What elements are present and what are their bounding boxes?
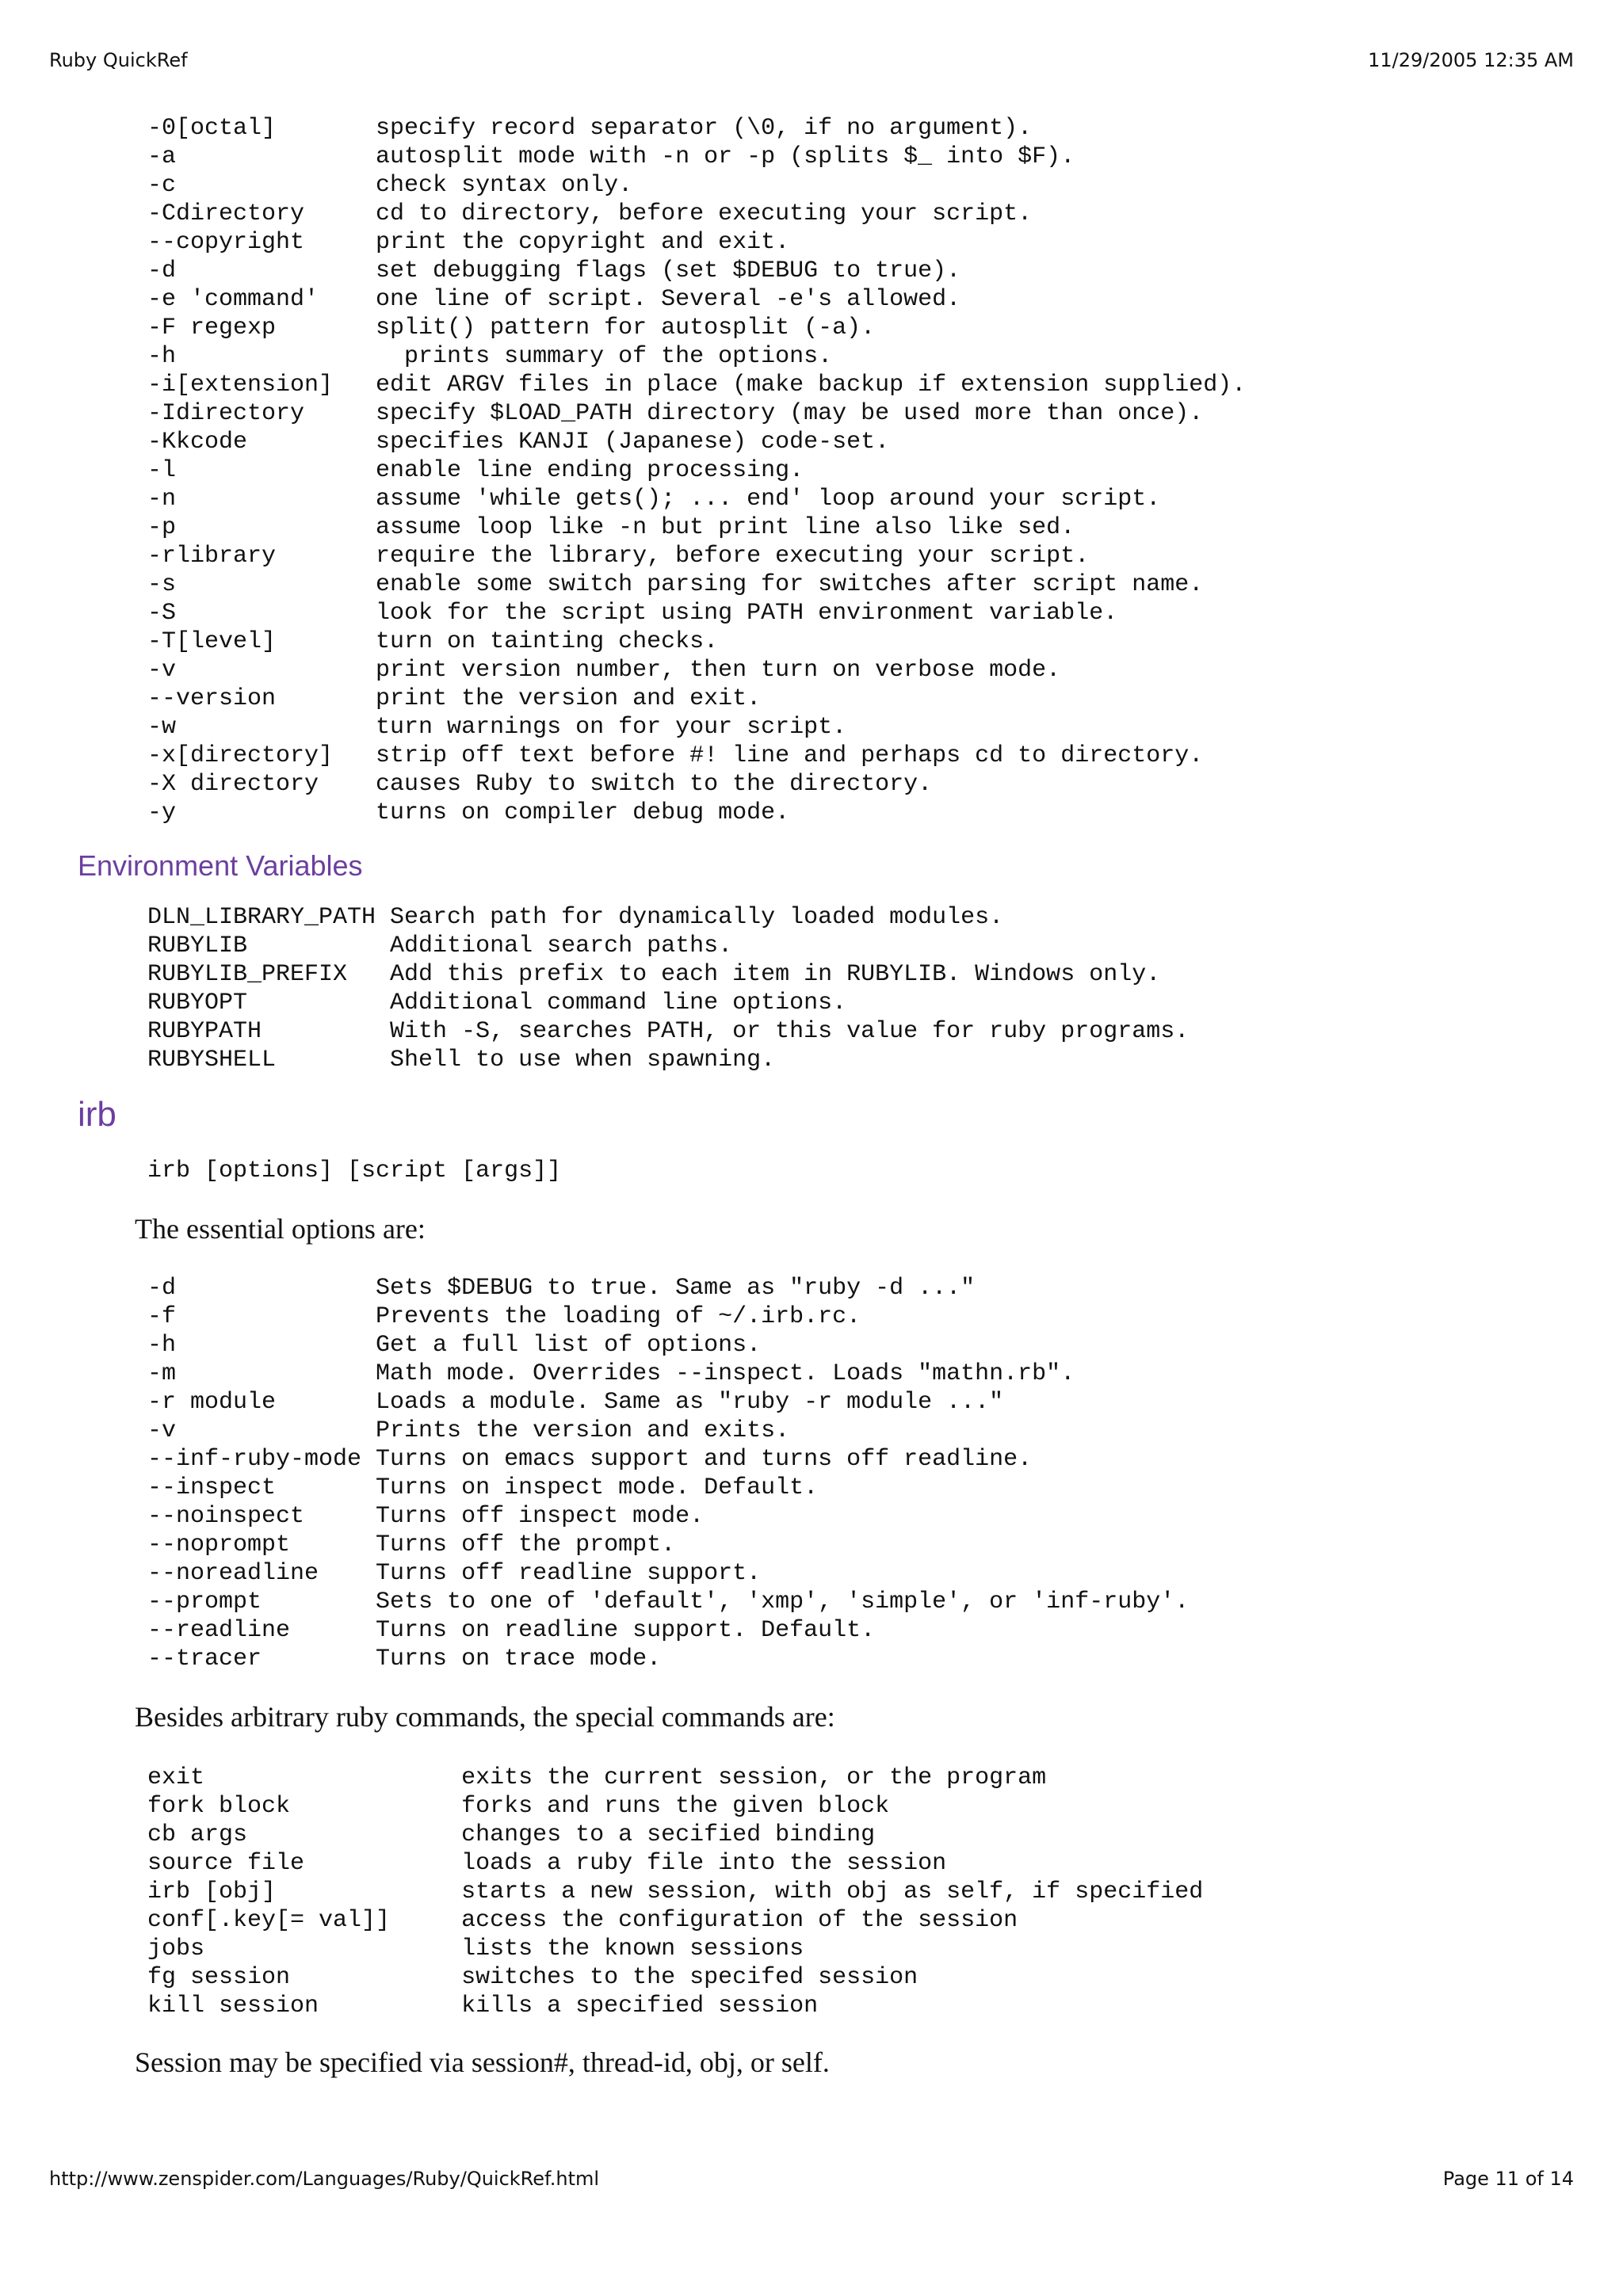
- irb-options-intro: The essential options are:: [135, 1213, 426, 1245]
- special-commands-table: exit exits the current session, or the program fork block forks and runs the given block cb args changes to a secified binding source file loads a ruby file into the session irb [obj] starts a new session, with obj as self, if specified conf[.key[= val]] access the configuration of the session jobs lists the known sessions fg session switches to the specifed session kill session kills a specified session: [147, 1764, 1204, 2019]
- environment-variables-table: DLN_LIBRARY_PATH Search path for dynamically loaded modules. RUBYLIB Additional search paths. RUBYLIB_PREFIX Add this prefix to each item in RUBYLIB. Windows only. RUBYOPT Additional command line options. RUBYPATH With -S, searches PATH, or this value for ruby programs. RUBYSHELL Shell to use when spawning.: [147, 904, 1190, 1074]
- page-header-datetime: 11/29/2005 12:35 AM: [1368, 49, 1574, 71]
- session-note: Session may be specified via session#, thread-id, obj, or self.: [135, 2046, 830, 2078]
- environment-variables-heading: Environment Variables: [78, 849, 363, 882]
- irb-usage: irb [options] [script [args]]: [147, 1158, 562, 1184]
- page-header-title: Ruby QuickRef: [49, 49, 188, 71]
- irb-options-table: -d Sets $DEBUG to true. Same as "ruby -d ..." -f Prevents the loading of ~/.irb.rc. -h Get a full list of options. -m Math mode. Overrides --inspect. Loads "mathn.rb". -r module Loads a module. Same as "ruby -r module ..." -v Prints the version and exits. --inf-ruby-mode Turns on emacs support and turns off readline. --inspect Turns on inspect mode. Default. --noinspect Turns off inspect mode. --noprompt Turns off the prompt. --noreadline Turns off readline support. --prompt Sets to one of 'default', 'xmp', 'simple', or 'inf-ruby'. --readline Turns on readline support. Default. --tracer Turns on trace mode.: [147, 1275, 1190, 1672]
- irb-heading: irb: [78, 1095, 116, 1134]
- page-footer-page-number: Page 11 of 14: [1442, 2168, 1574, 2190]
- ruby-options-table: -0[octal] specify record separator (\0, if no argument). -a autosplit mode with -n or -p (splits $_ into $F). -c check syntax only. -Cdirectory cd to directory, before executing your script. --copyright print the copyright and exit. -d set debugging flags (set $DEBUG to true). -e 'command' one line of script. Several -e's allowed. -F regexp split() pattern for autosplit (-a). -h prints summary of the options. -i[extension] edit ARGV files in place (make backup if extension supplied). -Idirectory specify $LOAD_PATH directory (may be used more than once). -Kkcode specifies KANJI (Japanese) code-set. -l enable line ending processing. -n assume 'while gets(); ... end' loop around your script. -p assume loop like -n but print line also like sed. -rlibrary require the library, before executing your script. -s enable some switch parsing for switches after script name. -S look for the script using PATH environment variable. -T[level] turn on tainting checks. -v print version number, then turn on verbose mode. --version print the version and exit. -w turn warnings on for your script. -x[directory] strip off text before #! line and perhaps cd to directory. -X directory causes Ruby to switch to the directory. -y turns on compiler debug mode.: [147, 115, 1247, 826]
- page-footer-url: http://www.zenspider.com/Languages/Ruby/QuickRef.html: [49, 2168, 600, 2190]
- special-commands-intro: Besides arbitrary ruby commands, the special commands are:: [135, 1701, 835, 1733]
